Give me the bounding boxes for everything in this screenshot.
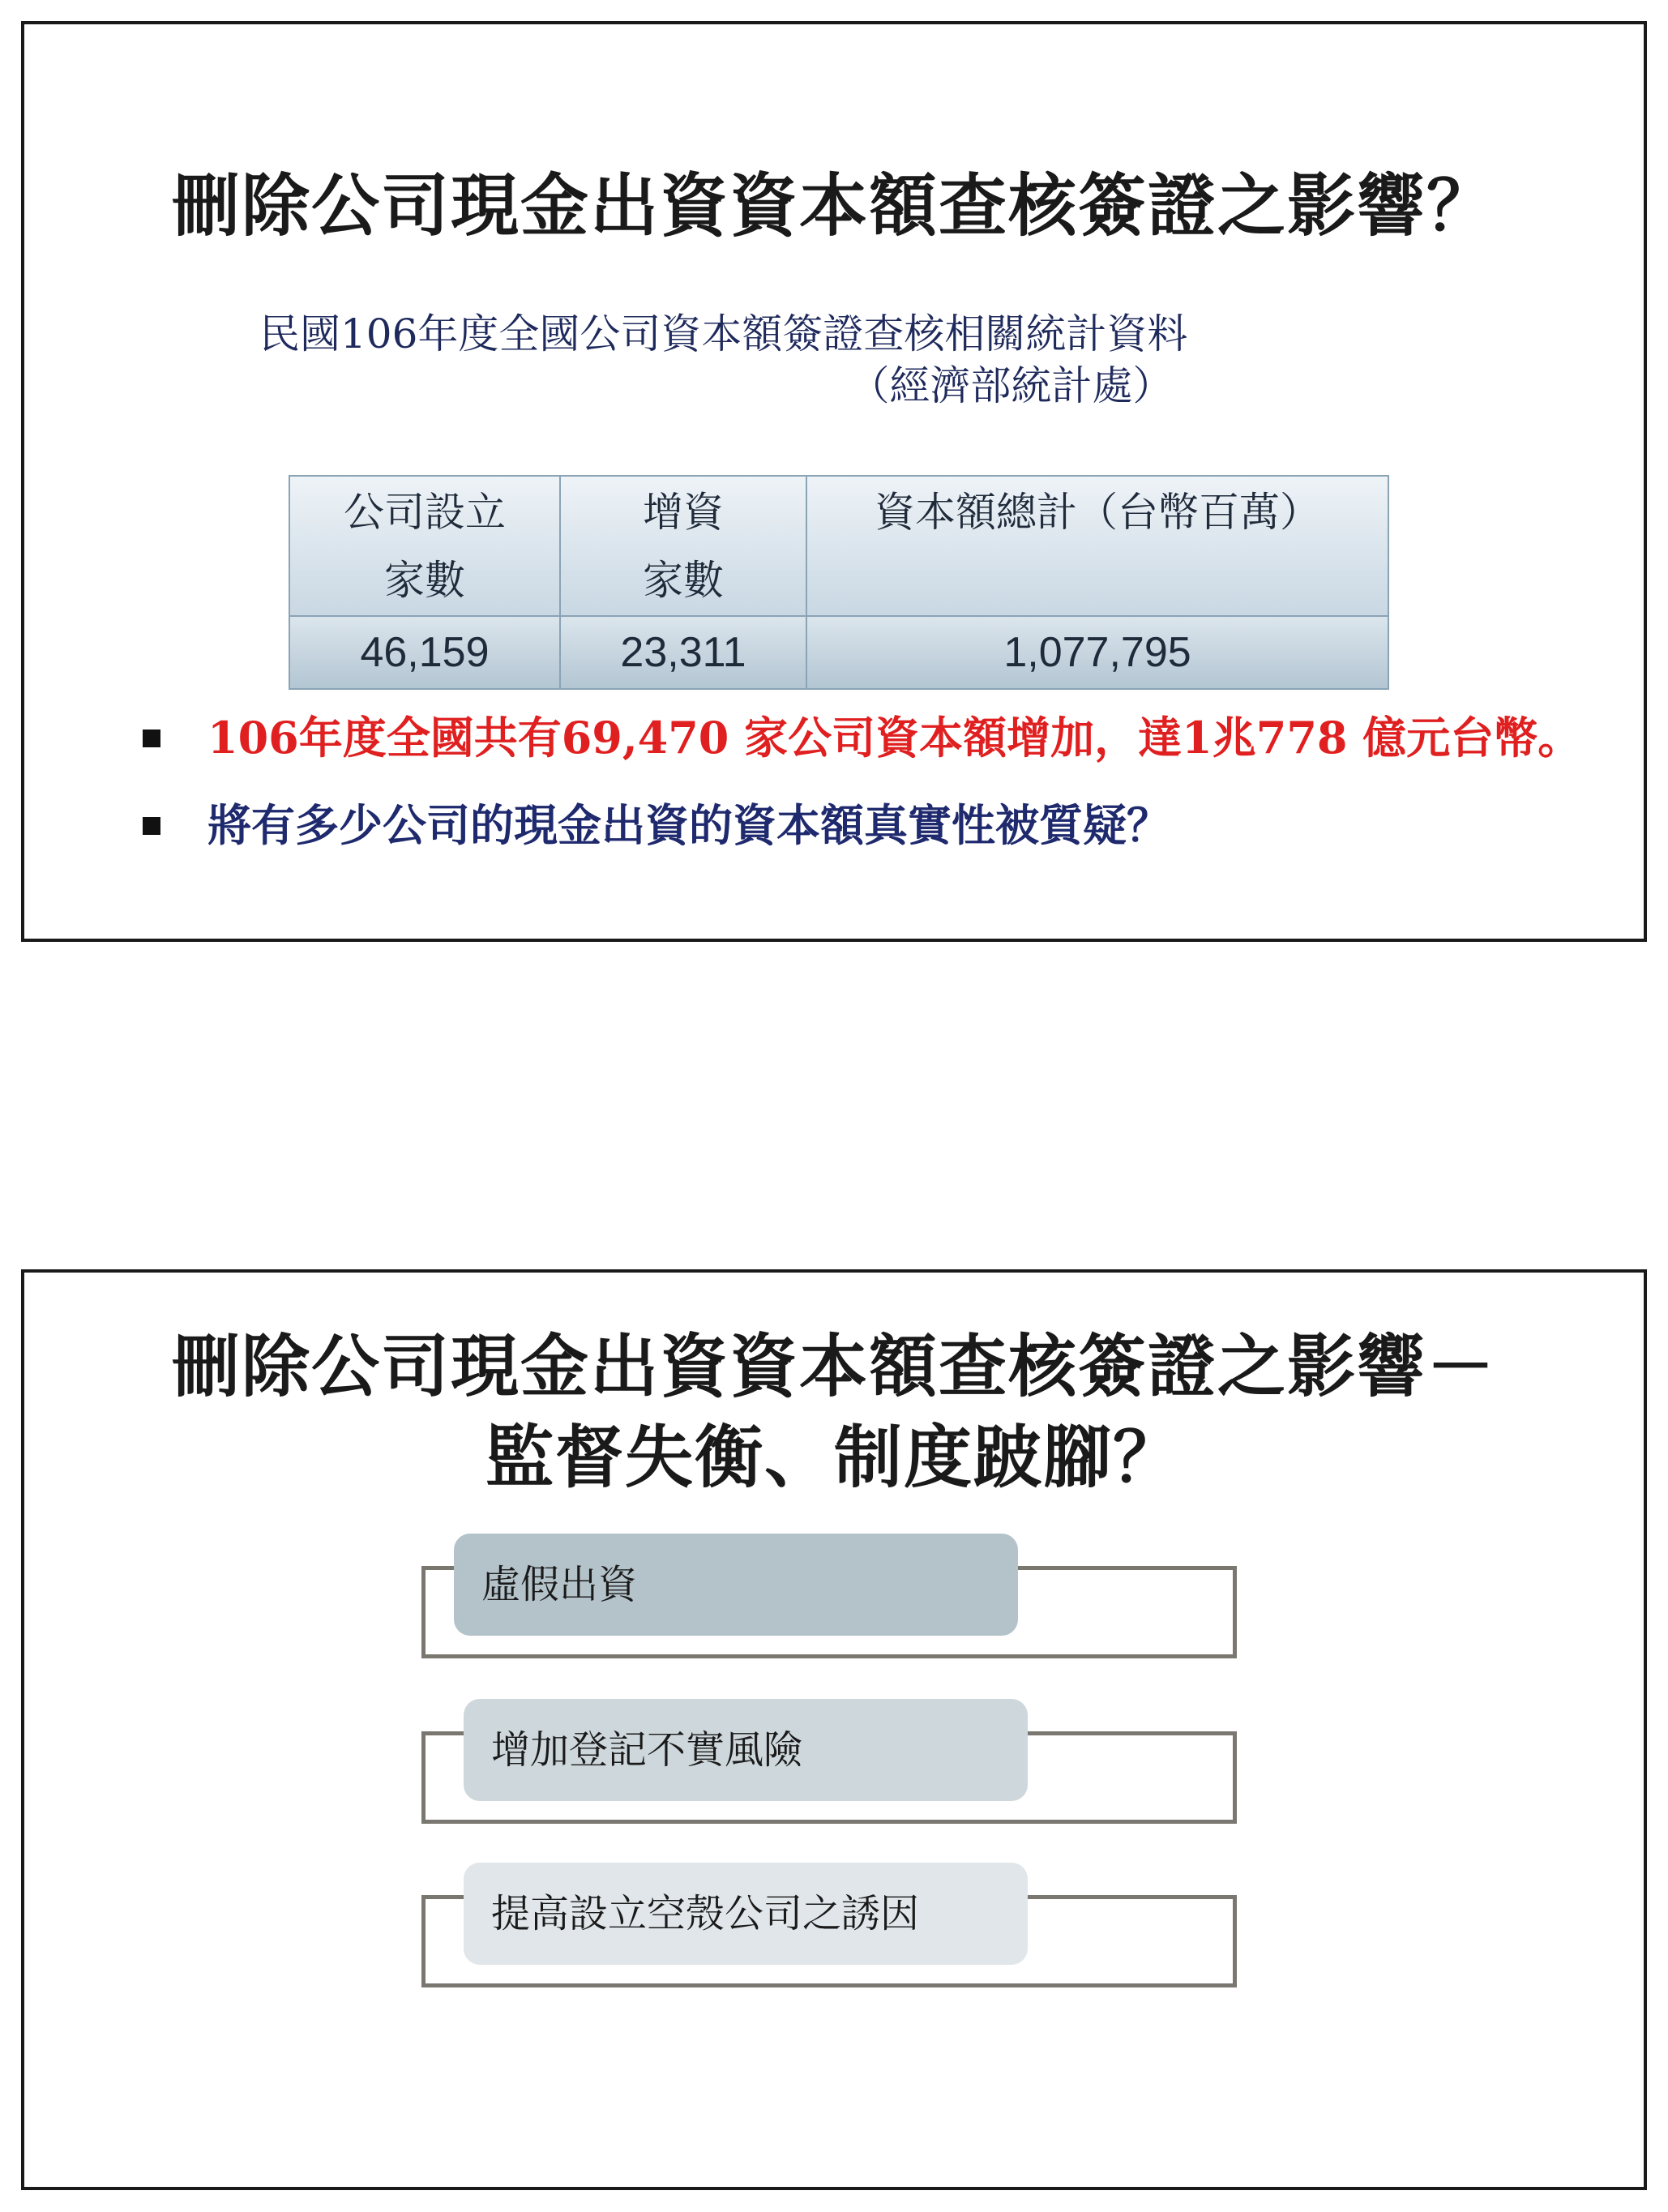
header-total-capital: 資本額總計（台幣百萬） [806,476,1388,616]
list-item-shell-company-incentive: 提高設立空殼公司之誘因 [464,1863,1028,1965]
cell-total-capital: 1,077,795 [806,616,1388,689]
subtitle-source: （經濟部統計處） [849,362,1174,409]
header-capital-increase-count: 增資 家數 [560,476,806,616]
slide-1 [21,21,1647,942]
bullet-item-question: 將有多少公司的現金出資的資本額真實性被質疑？ [143,801,1581,849]
statistics-table [289,475,1389,690]
slide-2-title [24,1321,1644,1503]
table-row [289,616,1388,689]
bullet-list [143,713,1581,888]
statistics-subtitle [259,308,1187,412]
square-bullet-icon [143,729,160,747]
slide-2-title-line-2: 監督失衡、制度跛腳？ [485,1417,1183,1497]
slide-2 [21,1269,1647,2190]
subtitle-line-1: 民國106年度全國公司資本額簽證查核相關統計資料 [259,310,1188,357]
cell-company-count: 46,159 [289,616,560,689]
slide-1-title: 刪除公司現金出資資本額查核簽證之影響？ [171,165,1496,246]
table-header-row [289,476,1388,616]
slide-2-title-line-1: 刪除公司現金出資資本額查核簽證之影響－ [171,1326,1496,1406]
list-item-false-registration-risk: 增加登記不實風險 [464,1699,1028,1801]
bullet-item-capital-increase: 106年度全國共有69,470 家公司資本額增加，達1兆778 億元台幣。 [143,713,1581,762]
cell-capital-increase-count: 23,311 [560,616,806,689]
header-company-count: 公司設立 家數 [289,476,560,616]
list-item-false-contribution: 虛假出資 [454,1534,1018,1636]
square-bullet-icon [143,817,160,835]
